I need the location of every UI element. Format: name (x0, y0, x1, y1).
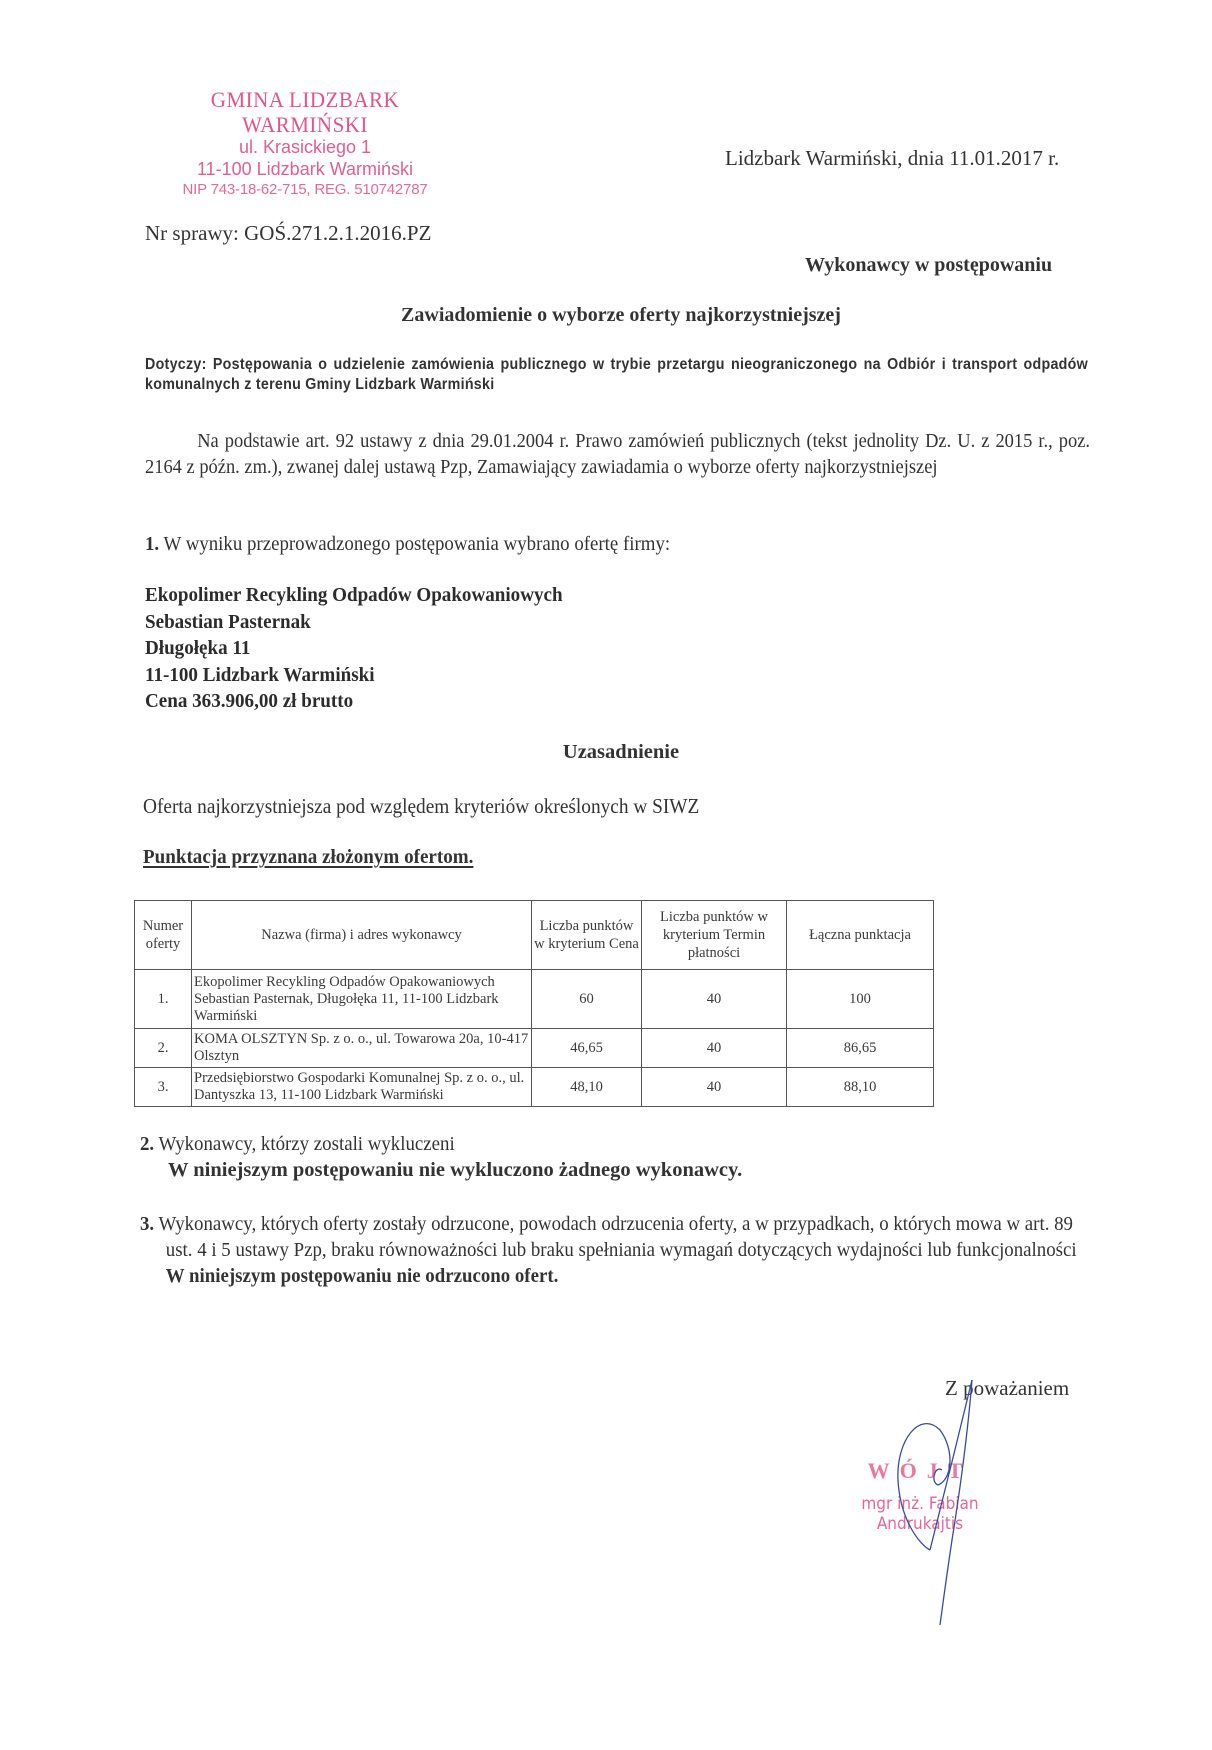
table-header-row (135, 901, 934, 970)
document-title: Zawiadomienie o wyborze oferty najkorzystniejszej (401, 304, 841, 326)
offer-number: 1. (135, 970, 192, 1029)
handwritten-signature-icon (880, 1370, 1000, 1630)
contractor-name: Ekopolimer Recykling Odpadów Opakowaniowych Sebastian Pasternak, Długołęka 11, 11-100 Lidzbark Warmiński (192, 970, 532, 1029)
office-title: WÓJT (867, 1458, 973, 1483)
scores-heading: Punktacja przyznana złożonym ofertom. (143, 846, 474, 868)
table-row (135, 1068, 934, 1107)
legal-basis-paragraph: Na podstawie art. 92 ustawy z dnia 29.01.2004 r. Prawo zamówień publicznych (tekst jednolity Dz. U. z 2015 r., poz. 2164 z późn. zm.), zwanej dalej ustawą Pzp, Zamawiający zawiadamia o wyborze oferty najkorzystniejszej (145, 430, 1090, 478)
stamp-street: ul. Krasickiego 1 (238, 137, 372, 157)
contractor-name: KOMA OLSZTYN Sp. z o. o., ul. Towarowa 20a, 10-417 Olsztyn (192, 1029, 532, 1068)
winner-name-line2: Sebastian Pasternak (145, 610, 311, 633)
stamp-city: 11-100 Lidzbark Warmiński (196, 159, 414, 179)
section-2 (140, 1131, 742, 1183)
table-row (135, 970, 934, 1029)
total-points: 88,10 (787, 1068, 934, 1107)
winner-price: Cena 363.906,00 zł brutto (145, 690, 354, 712)
offer-number: 3. (135, 1068, 192, 1107)
section-3-text: Wykonawcy, których oferty zostały odrzucone, powodach odrzucenia oferty, a w przypadkach, o których mowa w art. 89 ust. 4 i 5 ustawy Pzp, braku równoważności lub braku spełniania wymagań dotyczących wydajności lub funkcjonalności (158, 1213, 1077, 1261)
total-points: 100 (787, 970, 934, 1029)
recipient: Wykonawcy w postępowaniu (805, 254, 1053, 276)
winning-offer (145, 582, 563, 715)
payment-points: 40 (642, 1029, 787, 1068)
contractor-name: Przedsiębiorstwo Gospodarki Komunalnej Sp. z o. o., ul. Dantyszka 13, 11-100 Lidzbark Warmiński (192, 1068, 532, 1107)
header-contractor: Nazwa (firma) i adres wykonawcy (192, 901, 532, 970)
municipality-stamp (150, 88, 460, 200)
section-2-text: Wykonawcy, którzy zostali wykluczeni (158, 1133, 455, 1155)
justification-text: Oferta najkorzystniejsza pod względem kryteriów określonych w SIWZ (143, 794, 700, 818)
offer-number: 2. (135, 1029, 192, 1068)
price-points: 60 (532, 970, 642, 1029)
winner-city: 11-100 Lidzbark Warmiński (145, 663, 375, 686)
place-date: Lidzbark Warmiński, dnia 11.01.2017 r. (725, 146, 1060, 170)
section-3-conclusion: W niniejszym postępowaniu nie odrzucono ofert. (165, 1265, 559, 1287)
closing-regards: Z poważaniem (945, 1376, 1070, 1400)
section-3 (140, 1211, 1088, 1289)
section-1-number: 1. (145, 533, 160, 555)
header-payment-points: Liczba punktów w kryterium Termin płatności (642, 901, 787, 970)
payment-points: 40 (642, 970, 787, 1029)
section-1 (145, 533, 670, 556)
signatory-name: mgr inż. Fabian Andrukajtis (861, 1494, 979, 1534)
stamp-title: GMINA LIDZBARK WARMIŃSKI (210, 86, 400, 138)
total-points: 86,65 (787, 1029, 934, 1068)
stamp-ids: NIP 743-18-62-715, REG. 510742787 (182, 181, 428, 198)
payment-points: 40 (642, 1068, 787, 1107)
section-1-text: W wyniku przeprowadzonego postępowania wybrano ofertę firmy: (163, 533, 671, 555)
regarding-paragraph: Dotyczy: Postępowania o udzielenie zamówienia publicznego w trybie przetargu nieograniczonego na Odbiór i transport odpadów komunalnych z terenu Gminy Lidzbark Warmiński (145, 356, 1088, 393)
header-total: Łączna punktacja (787, 901, 934, 970)
section-3-number: 3. (140, 1213, 155, 1235)
justification-heading: Uzasadnienie (562, 741, 680, 763)
table-row (135, 1029, 934, 1068)
header-offer-number: Numer oferty (135, 901, 192, 970)
winner-name-line1: Ekopolimer Recykling Odpadów Opakowaniowych (145, 584, 563, 606)
price-points: 46,65 (532, 1029, 642, 1068)
case-number: Nr sprawy: GOŚ.271.2.1.2016.PZ (145, 221, 432, 245)
header-price-points: Liczba punktów w kryterium Cena (532, 901, 642, 970)
scores-table (134, 900, 934, 1107)
section-2-conclusion: W niniejszym postępowaniu nie wykluczono żadnego wykonawcy. (168, 1159, 743, 1181)
winner-street: Długołęka 11 (145, 637, 251, 659)
price-points: 48,10 (532, 1068, 642, 1107)
section-2-number: 2. (140, 1133, 155, 1155)
